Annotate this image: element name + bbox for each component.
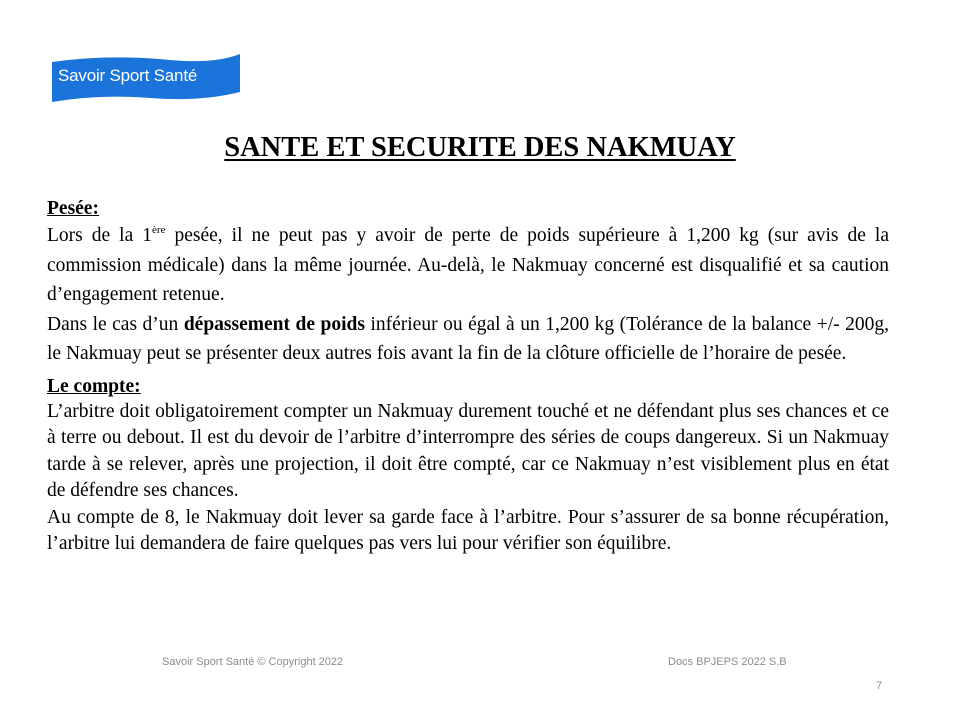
footer-copyright: Savoir Sport Santé © Copyright 2022 [162, 656, 344, 668]
pesee-paragraph-1: Lors de la 1ère pesée, il ne peut pas y avoir de perte de poids supérieure à 1,200 kg (sur avis de la commission médicale) dans la même journée. Au-delà, le Nakmuay concerné est disqualifié et sa caution d’engagement retenue. [47, 224, 889, 305]
section-heading-pesee: Pesée: [47, 198, 99, 219]
page-number: 7 [876, 680, 883, 692]
document-body [47, 197, 889, 558]
brand-logo [50, 54, 242, 102]
compte-paragraph-1: L’arbitre doit obligatoirement compter un Nakmuay durement touché et ne défendant plus ses chances et ce à terre ou debout. Il est du devoir de l’arbitre d’interrompre des séries de coups dangereux. Si un Nakmuay tarde à se relever, après une projection, il doit être compté, car ce Nakmuay n’est visiblement plus en état de défendre ses chances. [47, 400, 889, 501]
page-title: SANTE ET SECURITE DES NAKMUAY [224, 132, 736, 163]
footer-doc-ref: Docs BPJEPS 2022 S.B [668, 656, 787, 668]
section-heading-compte: Le compte: [47, 375, 141, 397]
compte-paragraph-2: Au compte de 8, le Nakmuay doit lever sa garde face à l’arbitre. Pour s’assurer de sa bonne récupération, l’arbitre lui demandera de faire quelques pas vers lui pour vérifier son équilibre. [47, 506, 889, 554]
pesee-paragraph-2: Dans le cas d’un dépassement de poids inférieur ou égal à un 1,200 kg (Tolérance de la balance +/- 200g, le Nakmuay peut se présenter deux autres fois avant la fin de la clôture officielle de l’horaire de pesée. [47, 313, 889, 364]
logo-text: Savoir Sport Santé [58, 66, 198, 85]
